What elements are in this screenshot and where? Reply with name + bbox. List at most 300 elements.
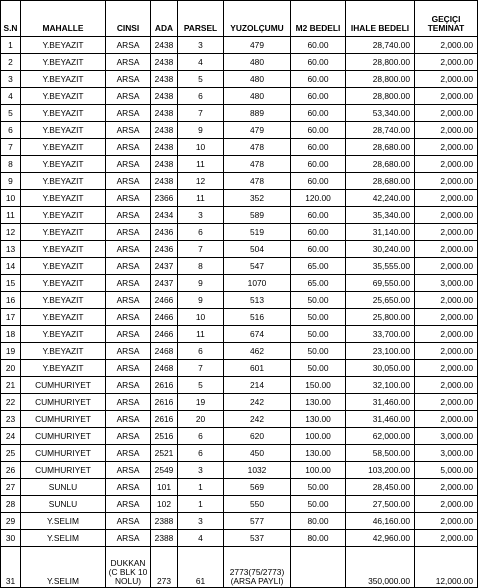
cell-m2-bedeli: 65.00 [291, 275, 346, 292]
cell-ihale-bedeli: 28,740.00 [346, 122, 415, 139]
cell-cinsi: ARSA [106, 139, 151, 156]
cell-gecici-teminat: 2,000.00 [415, 360, 478, 377]
cell-sn: 6 [1, 122, 21, 139]
table-body [1, 37, 478, 547]
table-row [1, 377, 478, 394]
cell-gecici-teminat: 2,000.00 [415, 122, 478, 139]
cell-ada: 2468 [151, 343, 178, 360]
cell-ada: 2438 [151, 139, 178, 156]
cell-sn: 31 [1, 547, 21, 588]
cell-sn: 14 [1, 258, 21, 275]
cell-yuzolcumu: 569 [224, 479, 291, 496]
cell-parsel: 7 [178, 105, 224, 122]
cell-ihale-bedeli: 28,680.00 [346, 139, 415, 156]
cell-yuzolcumu: 589 [224, 207, 291, 224]
cell-cinsi: ARSA [106, 394, 151, 411]
cell-cinsi: ARSA [106, 190, 151, 207]
cell-yuzolcumu: 1070 [224, 275, 291, 292]
cell-yuzolcumu: 479 [224, 122, 291, 139]
cell-ada: 2437 [151, 258, 178, 275]
cell-m2-bedeli: 60.00 [291, 54, 346, 71]
table-row [1, 71, 478, 88]
table-row [1, 224, 478, 241]
cell-ada: 2388 [151, 513, 178, 530]
cell-mahalle: Y.BEYAZIT [21, 224, 106, 241]
cell-ada: 2438 [151, 88, 178, 105]
cell-cinsi: ARSA [106, 173, 151, 190]
cell-gecici-teminat: 2,000.00 [415, 411, 478, 428]
cell-ada: 2434 [151, 207, 178, 224]
cell-m2-bedeli: 60.00 [291, 139, 346, 156]
cell-parsel: 6 [178, 428, 224, 445]
cell-parsel: 7 [178, 241, 224, 258]
header-row [1, 1, 478, 37]
cell-ada: 101 [151, 479, 178, 496]
cell-mahalle: Y.BEYAZIT [21, 326, 106, 343]
cell-yuzolcumu: 577 [224, 513, 291, 530]
cell-mahalle: Y.BEYAZIT [21, 309, 106, 326]
cell-cinsi: ARSA [106, 360, 151, 377]
cell-m2-bedeli: 50.00 [291, 360, 346, 377]
cell-yuzolcumu: 601 [224, 360, 291, 377]
cell-ihale-bedeli: 28,740.00 [346, 37, 415, 54]
cell-parsel: 61 [178, 547, 224, 588]
cell-ada: 2468 [151, 360, 178, 377]
cell-m2-bedeli: 60.00 [291, 71, 346, 88]
cell-gecici-teminat: 2,000.00 [415, 377, 478, 394]
cell-ada: 2388 [151, 530, 178, 547]
cell-sn: 19 [1, 343, 21, 360]
cell-m2-bedeli: 60.00 [291, 88, 346, 105]
cell-ada: 2516 [151, 428, 178, 445]
cell-m2-bedeli: 60.00 [291, 37, 346, 54]
cell-cinsi: ARSA [106, 156, 151, 173]
cell-cinsi: ARSA [106, 411, 151, 428]
cell-parsel: 6 [178, 343, 224, 360]
cell-yuzolcumu: 674 [224, 326, 291, 343]
table-row [1, 207, 478, 224]
table-row [1, 343, 478, 360]
cell-cinsi: ARSA [106, 462, 151, 479]
cell-sn: 12 [1, 224, 21, 241]
cell-cinsi: ARSA [106, 445, 151, 462]
cell-yuzolcumu: 242 [224, 394, 291, 411]
cell-mahalle: Y.SELIM [21, 530, 106, 547]
cell-ada: 2616 [151, 394, 178, 411]
table-row [1, 360, 478, 377]
cell-gecici-teminat: 2,000.00 [415, 88, 478, 105]
table-row [1, 122, 478, 139]
cell-m2-bedeli: 50.00 [291, 326, 346, 343]
cell-mahalle: Y.SELIM [21, 513, 106, 530]
cell-sn: 13 [1, 241, 21, 258]
cell-m2-bedeli: 150.00 [291, 377, 346, 394]
cell-parsel: 1 [178, 496, 224, 513]
cell-gecici-teminat: 3,000.00 [415, 445, 478, 462]
cell-sn: 15 [1, 275, 21, 292]
cell-gecici-teminat: 2,000.00 [415, 241, 478, 258]
cell-cinsi: ARSA [106, 241, 151, 258]
cell-ihale-bedeli: 30,240.00 [346, 241, 415, 258]
cell-gecici-teminat: 2,000.00 [415, 309, 478, 326]
cell-yuzolcumu: 889 [224, 105, 291, 122]
cell-yuzolcumu: 513 [224, 292, 291, 309]
cell-cinsi: ARSA [106, 258, 151, 275]
cell-parsel: 11 [178, 190, 224, 207]
cell-cinsi: ARSA [106, 37, 151, 54]
cell-yuzolcumu: 2773(75/2773) (ARSA PAYLI) [224, 547, 291, 588]
cell-m2-bedeli: 50.00 [291, 309, 346, 326]
cell-ihale-bedeli: 28,800.00 [346, 88, 415, 105]
cell-ada: 2466 [151, 309, 178, 326]
table-row [1, 496, 478, 513]
cell-cinsi: ARSA [106, 54, 151, 71]
cell-yuzolcumu: 478 [224, 139, 291, 156]
cell-gecici-teminat: 2,000.00 [415, 224, 478, 241]
cell-parsel: 7 [178, 360, 224, 377]
cell-ada: 2438 [151, 54, 178, 71]
header-mahalle: MAHALLE [21, 1, 106, 37]
cell-sn: 5 [1, 105, 21, 122]
cell-cinsi: ARSA [106, 513, 151, 530]
cell-gecici-teminat: 2,000.00 [415, 71, 478, 88]
cell-ihale-bedeli: 25,800.00 [346, 309, 415, 326]
table-row [1, 241, 478, 258]
cell-sn: 26 [1, 462, 21, 479]
cell-m2-bedeli: 130.00 [291, 394, 346, 411]
cell-sn: 23 [1, 411, 21, 428]
cell-ihale-bedeli: 23,100.00 [346, 343, 415, 360]
cell-mahalle: SUNLU [21, 479, 106, 496]
table-row [1, 275, 478, 292]
table-row [1, 326, 478, 343]
cell-ada: 2466 [151, 326, 178, 343]
cell-ada: 2438 [151, 173, 178, 190]
cell-gecici-teminat: 5,000.00 [415, 462, 478, 479]
cell-mahalle: Y.BEYAZIT [21, 343, 106, 360]
cell-ihale-bedeli: 32,100.00 [346, 377, 415, 394]
table-row [1, 513, 478, 530]
cell-ada: 2438 [151, 71, 178, 88]
cell-m2-bedeli: 50.00 [291, 479, 346, 496]
cell-gecici-teminat: 2,000.00 [415, 513, 478, 530]
cell-yuzolcumu: 519 [224, 224, 291, 241]
cell-m2-bedeli: 80.00 [291, 530, 346, 547]
table-row [1, 445, 478, 462]
cell-ihale-bedeli: 28,800.00 [346, 71, 415, 88]
cell-m2-bedeli: 50.00 [291, 343, 346, 360]
cell-ihale-bedeli: 42,240.00 [346, 190, 415, 207]
table-row [1, 462, 478, 479]
cell-cinsi: ARSA [106, 224, 151, 241]
cell-mahalle: Y.BEYAZIT [21, 71, 106, 88]
cell-gecici-teminat: 3,000.00 [415, 428, 478, 445]
cell-ada: 102 [151, 496, 178, 513]
table-row [1, 37, 478, 54]
cell-ihale-bedeli: 103,200.00 [346, 462, 415, 479]
header-m2-bedeli: M2 BEDELI [291, 1, 346, 37]
cell-yuzolcumu: 352 [224, 190, 291, 207]
cell-m2-bedeli: 60.00 [291, 122, 346, 139]
cell-ihale-bedeli: 30,050.00 [346, 360, 415, 377]
cell-ihale-bedeli: 31,460.00 [346, 411, 415, 428]
header-parsel: PARSEL [178, 1, 224, 37]
cell-gecici-teminat: 2,000.00 [415, 105, 478, 122]
cell-yuzolcumu: 462 [224, 343, 291, 360]
cell-ihale-bedeli: 58,500.00 [346, 445, 415, 462]
cell-cinsi: ARSA [106, 275, 151, 292]
table-row [1, 54, 478, 71]
cell-parsel: 6 [178, 88, 224, 105]
cell-mahalle: CUMHURIYET [21, 445, 106, 462]
cell-parsel: 6 [178, 224, 224, 241]
cell-ada: 2616 [151, 411, 178, 428]
cell-yuzolcumu: 504 [224, 241, 291, 258]
cell-m2-bedeli: 130.00 [291, 445, 346, 462]
cell-parsel: 11 [178, 326, 224, 343]
header-sn: S.N [1, 1, 21, 37]
cell-yuzolcumu: 550 [224, 496, 291, 513]
cell-gecici-teminat: 2,000.00 [415, 326, 478, 343]
cell-parsel: 10 [178, 139, 224, 156]
cell-cinsi: ARSA [106, 343, 151, 360]
cell-cinsi: ARSA [106, 88, 151, 105]
table-row [1, 258, 478, 275]
cell-m2-bedeli: 60.00 [291, 173, 346, 190]
cell-yuzolcumu: 214 [224, 377, 291, 394]
cell-ada: 273 [151, 547, 178, 588]
cell-gecici-teminat: 2,000.00 [415, 258, 478, 275]
cell-m2-bedeli: 50.00 [291, 292, 346, 309]
cell-ada: 2366 [151, 190, 178, 207]
cell-cinsi: ARSA [106, 428, 151, 445]
cell-sn: 7 [1, 139, 21, 156]
cell-yuzolcumu: 1032 [224, 462, 291, 479]
cell-yuzolcumu: 478 [224, 173, 291, 190]
cell-mahalle: CUMHURIYET [21, 394, 106, 411]
cell-sn: 28 [1, 496, 21, 513]
table-row [1, 479, 478, 496]
cell-sn: 9 [1, 173, 21, 190]
cell-gecici-teminat: 2,000.00 [415, 343, 478, 360]
cell-sn: 10 [1, 190, 21, 207]
cell-cinsi: ARSA [106, 309, 151, 326]
cell-sn: 22 [1, 394, 21, 411]
cell-gecici-teminat: 2,000.00 [415, 530, 478, 547]
cell-yuzolcumu: 242 [224, 411, 291, 428]
cell-cinsi: ARSA [106, 530, 151, 547]
cell-ada: 2549 [151, 462, 178, 479]
cell-ihale-bedeli: 35,340.00 [346, 207, 415, 224]
cell-sn: 3 [1, 71, 21, 88]
cell-parsel: 19 [178, 394, 224, 411]
cell-gecici-teminat: 2,000.00 [415, 207, 478, 224]
cell-mahalle: CUMHURIYET [21, 377, 106, 394]
cell-yuzolcumu: 478 [224, 156, 291, 173]
cell-yuzolcumu: 480 [224, 71, 291, 88]
cell-mahalle: Y.BEYAZIT [21, 275, 106, 292]
cell-m2-bedeli: 80.00 [291, 513, 346, 530]
cell-sn: 21 [1, 377, 21, 394]
cell-mahalle: Y.BEYAZIT [21, 360, 106, 377]
cell-yuzolcumu: 537 [224, 530, 291, 547]
cell-ada: 2437 [151, 275, 178, 292]
cell-ada: 2438 [151, 37, 178, 54]
cell-ihale-bedeli: 35,555.00 [346, 258, 415, 275]
cell-ihale-bedeli: 46,160.00 [346, 513, 415, 530]
cell-mahalle: Y.BEYAZIT [21, 88, 106, 105]
cell-parsel: 8 [178, 258, 224, 275]
cell-parsel: 11 [178, 156, 224, 173]
cell-gecici-teminat: 2,000.00 [415, 394, 478, 411]
table-row [1, 309, 478, 326]
cell-mahalle: Y.BEYAZIT [21, 139, 106, 156]
cell-ihale-bedeli: 31,140.00 [346, 224, 415, 241]
table-row [1, 530, 478, 547]
cell-cinsi: ARSA [106, 105, 151, 122]
cell-cinsi: ARSA [106, 71, 151, 88]
cell-parsel: 4 [178, 54, 224, 71]
cell-m2-bedeli: 130.00 [291, 411, 346, 428]
table-row [1, 292, 478, 309]
cell-sn: 4 [1, 88, 21, 105]
cell-mahalle: Y.BEYAZIT [21, 156, 106, 173]
cell-ihale-bedeli: 42,960.00 [346, 530, 415, 547]
cell-m2-bedeli: 60.00 [291, 105, 346, 122]
cell-sn: 24 [1, 428, 21, 445]
cell-cinsi: ARSA [106, 122, 151, 139]
cell-m2-bedeli: 100.00 [291, 462, 346, 479]
cell-parsel: 10 [178, 309, 224, 326]
cell-ihale-bedeli: 25,650.00 [346, 292, 415, 309]
cell-ihale-bedeli: 62,000.00 [346, 428, 415, 445]
cell-cinsi: ARSA [106, 326, 151, 343]
cell-cinsi: ARSA [106, 207, 151, 224]
header-cinsi: CINSI [106, 1, 151, 37]
cell-ihale-bedeli: 350,000.00 [346, 547, 415, 588]
cell-yuzolcumu: 450 [224, 445, 291, 462]
cell-gecici-teminat: 2,000.00 [415, 173, 478, 190]
cell-sn: 30 [1, 530, 21, 547]
cell-mahalle: Y.BEYAZIT [21, 54, 106, 71]
cell-gecici-teminat: 3,000.00 [415, 275, 478, 292]
cell-parsel: 4 [178, 530, 224, 547]
cell-gecici-teminat: 2,000.00 [415, 292, 478, 309]
cell-cinsi: ARSA [106, 292, 151, 309]
cell-yuzolcumu: 547 [224, 258, 291, 275]
table-row [1, 428, 478, 445]
cell-parsel: 20 [178, 411, 224, 428]
cell-parsel: 9 [178, 275, 224, 292]
cell-m2-bedeli: 50.00 [291, 496, 346, 513]
cell-mahalle: Y.BEYAZIT [21, 207, 106, 224]
cell-mahalle: Y.BEYAZIT [21, 258, 106, 275]
table-row [1, 394, 478, 411]
cell-parsel: 9 [178, 292, 224, 309]
cell-m2-bedeli: 100.00 [291, 428, 346, 445]
cell-mahalle: Y.BEYAZIT [21, 37, 106, 54]
cell-sn: 2 [1, 54, 21, 71]
header-yuzolcumu: YUZOLÇUMU [224, 1, 291, 37]
cell-ada: 2436 [151, 224, 178, 241]
table-row [1, 105, 478, 122]
cell-mahalle: Y.BEYAZIT [21, 241, 106, 258]
cell-gecici-teminat: 2,000.00 [415, 37, 478, 54]
cell-yuzolcumu: 480 [224, 54, 291, 71]
cell-ihale-bedeli: 27,500.00 [346, 496, 415, 513]
cell-mahalle: CUMHURIYET [21, 428, 106, 445]
cell-parsel: 3 [178, 207, 224, 224]
cell-cinsi: DUKKAN (C BLK 10 NOLU) [106, 547, 151, 588]
cell-m2-bedeli: 120.00 [291, 190, 346, 207]
cell-sn: 11 [1, 207, 21, 224]
cell-ihale-bedeli: 28,800.00 [346, 54, 415, 71]
table-row [1, 88, 478, 105]
cell-gecici-teminat: 12,000.00 [415, 547, 478, 588]
cell-mahalle: SUNLU [21, 496, 106, 513]
cell-mahalle: CUMHURIYET [21, 411, 106, 428]
cell-yuzolcumu: 516 [224, 309, 291, 326]
cell-sn: 8 [1, 156, 21, 173]
cell-ada: 2438 [151, 105, 178, 122]
cell-sn: 17 [1, 309, 21, 326]
cell-parsel: 9 [178, 122, 224, 139]
cell-ihale-bedeli: 33,700.00 [346, 326, 415, 343]
cell-yuzolcumu: 620 [224, 428, 291, 445]
cell-yuzolcumu: 479 [224, 37, 291, 54]
cell-ada: 2436 [151, 241, 178, 258]
cell-m2-bedeli [291, 547, 346, 588]
cell-sn: 16 [1, 292, 21, 309]
cell-parsel: 3 [178, 513, 224, 530]
cell-sn: 29 [1, 513, 21, 530]
cell-gecici-teminat: 2,000.00 [415, 156, 478, 173]
table-row [1, 411, 478, 428]
cell-m2-bedeli: 60.00 [291, 241, 346, 258]
cell-mahalle: Y.BEYAZIT [21, 292, 106, 309]
cell-mahalle: Y.BEYAZIT [21, 173, 106, 190]
cell-sn: 1 [1, 37, 21, 54]
cell-ihale-bedeli: 53,340.00 [346, 105, 415, 122]
cell-gecici-teminat: 2,000.00 [415, 139, 478, 156]
cell-gecici-teminat: 2,000.00 [415, 190, 478, 207]
cell-cinsi: ARSA [106, 479, 151, 496]
cell-parsel: 6 [178, 445, 224, 462]
cell-gecici-teminat: 2,000.00 [415, 496, 478, 513]
cell-parsel: 3 [178, 37, 224, 54]
cell-m2-bedeli: 60.00 [291, 207, 346, 224]
cell-mahalle: CUMHURIYET [21, 462, 106, 479]
cell-gecici-teminat: 2,000.00 [415, 479, 478, 496]
cell-m2-bedeli: 65.00 [291, 258, 346, 275]
cell-parsel: 1 [178, 479, 224, 496]
cell-gecici-teminat: 2,000.00 [415, 54, 478, 71]
cell-sn: 18 [1, 326, 21, 343]
header-ada: ADA [151, 1, 178, 37]
cell-ada: 2466 [151, 292, 178, 309]
cell-ada: 2521 [151, 445, 178, 462]
cell-parsel: 3 [178, 462, 224, 479]
cell-mahalle: Y.SELIM [21, 547, 106, 588]
table-row [1, 190, 478, 207]
cell-parsel: 5 [178, 377, 224, 394]
cell-yuzolcumu: 480 [224, 88, 291, 105]
cell-sn: 27 [1, 479, 21, 496]
cell-ihale-bedeli: 69,550.00 [346, 275, 415, 292]
header-ihale-bedeli: IHALE BEDELI [346, 1, 415, 37]
header-gecici-teminat: GEÇIÇI TEMINAT [415, 1, 478, 37]
cell-parsel: 12 [178, 173, 224, 190]
